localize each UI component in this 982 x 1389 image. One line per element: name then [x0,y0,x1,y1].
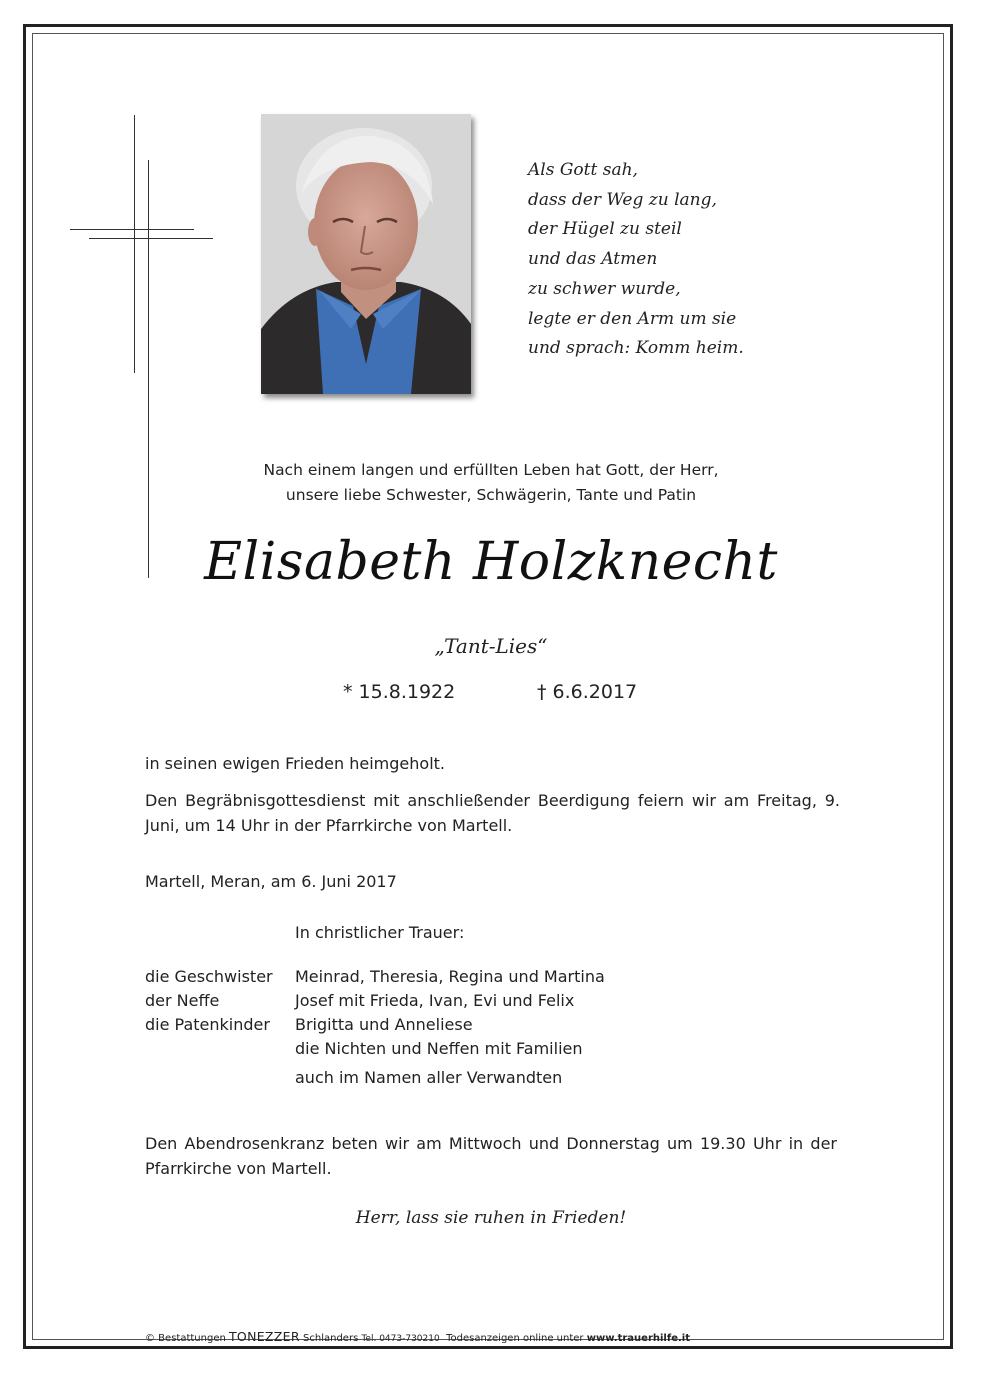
funeral-text: Den Begräbnisgottesdienst mit anschließender Beerdigung feiern wir am Freitag, 9. Juni, um 14 Uhr in der Pfarrkirche von Martell. [145,791,840,835]
poem-line: und das Atmen [528,249,658,270]
intro-line-2: unsere liebe Schwester, Schwägerin, Tante und Patin [285,486,697,504]
mourner-row [145,967,605,986]
mourner-relation: die Geschwister [145,967,273,986]
footer-prefix: © Bestattungen [145,1333,226,1344]
footer [145,1329,690,1344]
footer-online: Todesanzeigen online unter [446,1333,584,1344]
rosary-text: Den Abendrosenkranz beten wir am Mittwoch und Donnerstag um 19.30 Uhr in der Pfarrkirche von Martell. [145,1134,837,1178]
footer-company: TONEZZER [229,1329,300,1344]
mourner-row [145,1015,473,1034]
mourner-names: die Nichten und Neffen mit Familien [295,1039,583,1058]
intro-text [0,458,982,508]
deceased-nickname: „Tant-Lies“ [434,634,548,658]
peace-text: in seinen ewigen Frieden heimgeholt. [145,754,445,773]
birth-date: * 15.8.1922 [343,681,456,703]
poem-line: der Hügel zu steil [528,219,682,240]
poem [528,156,744,364]
closing-prayer: Herr, lass sie ruhen in Frieden! [355,1208,627,1228]
poem-line: legte er den Arm um sie [528,308,737,329]
poem-line: zu schwer wurde, [528,278,681,299]
mourning-heading: In christlicher Trauer: [295,923,465,942]
poem-line: und sprach: Komm heim. [528,338,744,359]
mourner-relation: der Neffe [145,991,220,1010]
death-date: † 6.6.2017 [537,681,638,703]
footer-tel: Tel. 0473-730210 [361,1334,440,1344]
poem-line: dass der Weg zu lang, [528,189,717,210]
mourner-names: Josef mit Frieda, Ivan, Evi und Felix [295,991,575,1010]
mourner-row [145,991,574,1010]
deceased-name: Elisabeth Holzknecht [204,532,778,592]
mourner-names: Meinrad, Theresia, Regina und Martina [295,967,605,986]
poem-line: Als Gott sah, [528,160,638,180]
intro-line-1: Nach einem langen und erfüllten Leben hat Gott, der Herr, [263,461,719,479]
mourner-names: auch im Namen aller Verwandten [295,1068,563,1087]
place-date: Martell, Meran, am 6. Juni 2017 [145,872,397,891]
footer-url[interactable]: www.trauerhilfe.it [586,1333,690,1344]
mourner-relation: die Patenkinder [145,1015,270,1034]
mourner-row [145,1039,583,1058]
portrait-photo [261,114,471,394]
mourner-names: Brigitta und Anneliese [295,1015,473,1034]
footer-town: Schlanders [303,1333,359,1344]
mourner-row [145,1068,562,1087]
